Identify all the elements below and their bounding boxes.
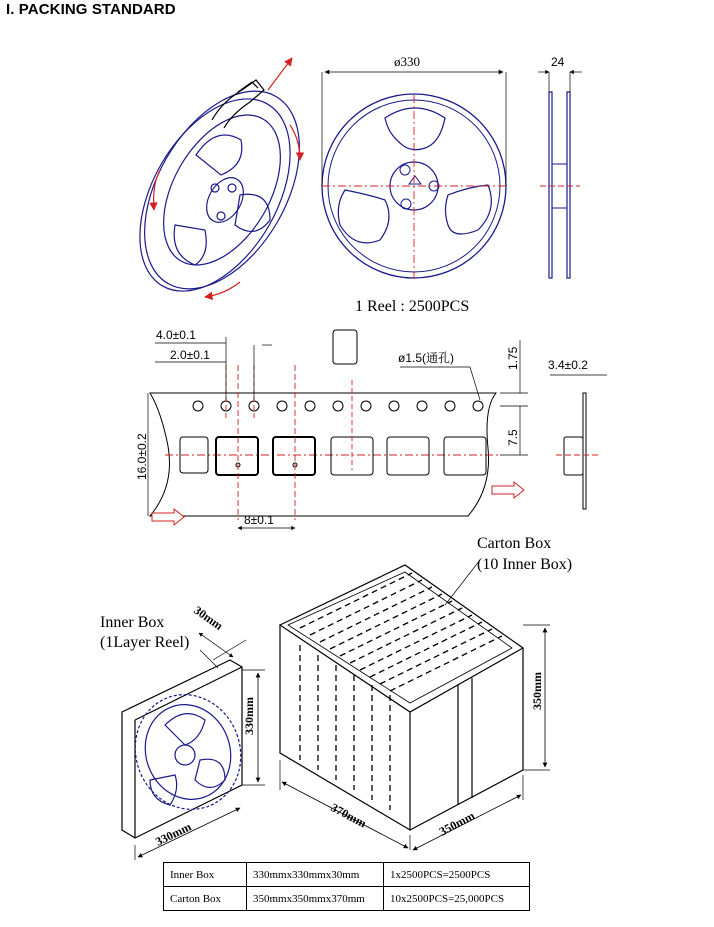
packing-spec-table — [163, 862, 530, 911]
table-cell-name: Inner Box — [164, 863, 247, 887]
reel-side-view — [538, 72, 582, 278]
sprocket-holes — [193, 401, 483, 411]
carton-width-label: 350mm — [436, 808, 477, 839]
carton-label-line2: (10 Inner Box) — [477, 556, 573, 573]
inner-box-width-label: 330mm — [153, 819, 194, 849]
inner-box-thickness-label: 30mm — [191, 602, 226, 633]
table-row — [164, 887, 530, 911]
inner-box-illustration — [119, 633, 265, 860]
tape-width-label: 16.0±0.2 — [135, 433, 149, 480]
table-cell-qty: 1x2500PCS=2500PCS — [384, 863, 530, 887]
carrier-tape — [148, 330, 607, 528]
table-row — [164, 863, 530, 887]
carton-label-line1: Carton Box — [477, 535, 552, 552]
tape-pockets — [180, 437, 486, 475]
inner-box-label-line1: Inner Box — [100, 614, 165, 631]
reel-front-view — [322, 72, 506, 280]
reel-width-label: 24 — [551, 55, 565, 69]
section-title: I. PACKING STANDARD — [6, 1, 176, 18]
pocket-pitch-label: 8±0.1 — [244, 513, 274, 527]
table-cell-name: Carton Box — [164, 887, 247, 911]
hole-diameter-label: ø1.5(通孔) — [398, 351, 455, 365]
reel-3d-illustration — [109, 58, 332, 317]
inner-box-label-line2: (1Layer Reel) — [100, 634, 190, 651]
pitch-hole-label: 4.0±0.1 — [156, 328, 196, 342]
edge-dimension-label: 1.75 — [506, 346, 520, 370]
hole-to-pocket-label: 2.0±0.1 — [170, 348, 210, 362]
reel-quantity-label: 1 Reel : 2500PCS — [355, 298, 470, 315]
carton-height-label: 350mm — [530, 672, 544, 710]
inner-box-height-label: 330mm — [242, 697, 256, 735]
center-dimension-label: 7.5 — [506, 429, 520, 446]
reel-diameter-label: ø330 — [394, 54, 420, 69]
tape-thickness-label: 3.4±0.2 — [548, 358, 588, 372]
table-cell-size: 350mmx350mmx370mm — [247, 887, 384, 911]
carton-box-illustration — [280, 560, 550, 850]
carton-length-label: 370mm — [328, 800, 369, 831]
table-cell-qty: 10x2500PCS=25,000PCS — [384, 887, 530, 911]
table-cell-size: 330mmx330mmx30mm — [247, 863, 384, 887]
